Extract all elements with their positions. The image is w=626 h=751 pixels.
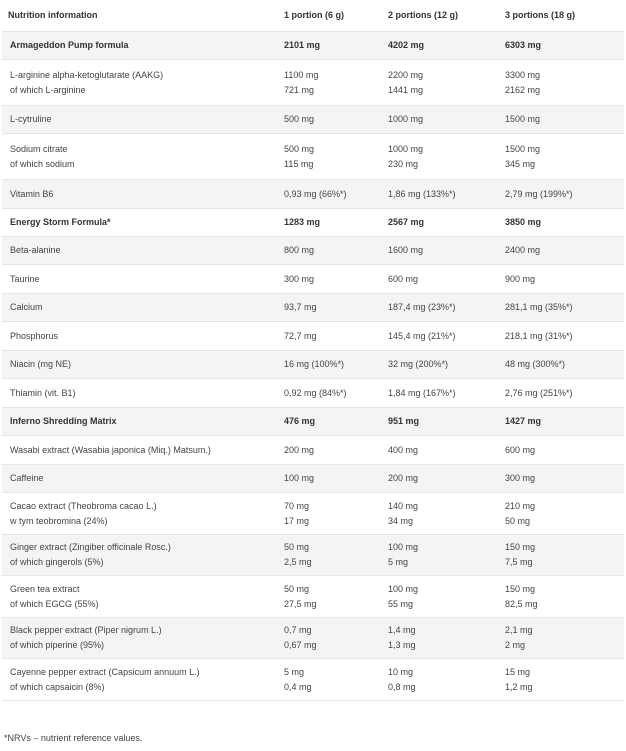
value-2-portions <box>382 265 499 294</box>
value-2-portions <box>382 465 499 493</box>
cell-line: 900 mg <box>505 273 536 284</box>
value-2-portions <box>382 493 499 535</box>
table-row <box>2 322 624 351</box>
cell-line: Inferno Shredding Matrix <box>10 416 117 426</box>
table-row <box>2 351 624 379</box>
value-2-portions <box>382 209 499 237</box>
value-1-portion <box>278 237 382 265</box>
cell-line: Cayenne pepper extract (Capsicum annuum L.) <box>10 666 200 677</box>
cell-subline: 2,5 mg <box>284 557 312 567</box>
cell-subline: 0,8 mg <box>388 681 416 692</box>
value-2-portions <box>382 618 499 659</box>
value-3-portions <box>499 535 624 576</box>
value-1-portion <box>278 436 382 465</box>
value-1-portion <box>278 106 382 134</box>
nutrition-table <box>2 0 624 701</box>
value-2-portions <box>382 60 499 106</box>
cell-subline: 0,4 mg <box>284 681 312 692</box>
value-1-portion <box>278 535 382 576</box>
cell-line: Sodium citrate <box>10 143 68 154</box>
table-row <box>2 32 624 60</box>
table-row <box>2 106 624 134</box>
value-2-portions <box>382 408 499 436</box>
cell-line: 150 mg <box>505 583 536 594</box>
value-3-portions <box>499 576 624 618</box>
ingredient-name <box>2 237 278 265</box>
header-nutrition-information: Nutrition information <box>2 0 278 32</box>
cell-subline: 34 mg <box>388 515 414 526</box>
value-1-portion <box>278 576 382 618</box>
cell-line: Wasabi extract (Wasabia japonica (Miq.) Matsum.) <box>10 444 211 455</box>
cell-line: Niacin (mg NE) <box>10 359 72 369</box>
value-2-portions <box>382 134 499 180</box>
value-1-portion <box>278 134 382 180</box>
value-3-portions <box>499 379 624 408</box>
cell-subline: 115 mg <box>284 158 314 169</box>
cell-line: 1,4 mg <box>388 625 416 635</box>
table-row <box>2 60 624 106</box>
value-1-portion <box>278 60 382 106</box>
cell-subline: of which EGCG (55%) <box>10 598 99 609</box>
value-1-portion <box>278 180 382 209</box>
cell-line: 140 mg <box>388 500 419 511</box>
cell-line: 600 mg <box>505 444 536 455</box>
value-3-portions <box>499 106 624 134</box>
value-2-portions <box>382 106 499 134</box>
cell-line: 3300 mg <box>505 69 541 80</box>
ingredient-name <box>2 351 278 379</box>
ingredient-name <box>2 618 278 659</box>
cell-line: 500 mg <box>284 114 315 124</box>
cell-line: Cacao extract (Theobroma cacao L.) <box>10 500 157 511</box>
cell-subline: 2 mg <box>505 640 526 650</box>
table-row <box>2 408 624 436</box>
value-1-portion <box>278 322 382 351</box>
value-1-portion <box>278 618 382 659</box>
cell-subline: of which capsaicin (8%) <box>10 681 105 692</box>
ingredient-name <box>2 379 278 408</box>
cell-line: L-cytruline <box>10 114 52 124</box>
cell-line: 100 mg <box>388 583 419 594</box>
table-row <box>2 379 624 408</box>
value-3-portions <box>499 180 624 209</box>
value-3-portions <box>499 436 624 465</box>
cell-subline: 0,67 mg <box>284 640 317 650</box>
cell-line: 145,4 mg (21%*) <box>388 330 456 341</box>
cell-subline: 7,5 mg <box>505 557 533 567</box>
cell-subline: of which gingerols (5%) <box>10 557 104 567</box>
value-3-portions <box>499 408 624 436</box>
value-3-portions <box>499 32 624 60</box>
value-1-portion <box>278 209 382 237</box>
table-row <box>2 465 624 493</box>
cell-line: 951 mg <box>388 416 420 426</box>
value-3-portions <box>499 618 624 659</box>
cell-line: Calcium <box>10 302 43 312</box>
cell-line: 50 mg <box>284 583 310 594</box>
cell-line: Thiamin (vit. B1) <box>10 387 76 398</box>
cell-line: Ginger extract (Zingiber officinale Rosc.) <box>10 542 171 552</box>
header-3-portions: 3 portions (18 g) <box>499 0 624 32</box>
value-3-portions <box>499 351 624 379</box>
table-row <box>2 436 624 465</box>
cell-line: 1,86 mg (133%*) <box>388 188 456 199</box>
cell-line: 1000 mg <box>388 143 424 154</box>
cell-line: Taurine <box>10 273 40 284</box>
cell-line: 4202 mg <box>388 40 425 50</box>
cell-line: 32 mg (200%*) <box>388 359 449 369</box>
cell-line: 50 mg <box>284 542 310 552</box>
value-2-portions <box>382 535 499 576</box>
value-1-portion <box>278 379 382 408</box>
cell-line: 1000 mg <box>388 114 424 124</box>
value-2-portions <box>382 237 499 265</box>
cell-subline: 230 mg <box>388 158 419 169</box>
cell-line: 300 mg <box>284 273 315 284</box>
value-1-portion <box>278 408 382 436</box>
value-2-portions <box>382 576 499 618</box>
cell-line: 70 mg <box>284 500 310 511</box>
cell-line: Energy Storm Formula* <box>10 217 111 227</box>
ingredient-name <box>2 465 278 493</box>
cell-subline: 5 mg <box>388 557 409 567</box>
ingredient-name <box>2 294 278 322</box>
value-1-portion <box>278 294 382 322</box>
cell-line: 0,7 mg <box>284 625 312 635</box>
cell-subline: 27,5 mg <box>284 598 317 609</box>
cell-line: 1500 mg <box>505 143 541 154</box>
table-row <box>2 535 624 576</box>
cell-line: 2200 mg <box>388 69 424 80</box>
value-3-portions <box>499 237 624 265</box>
cell-line: 2567 mg <box>388 217 425 227</box>
value-1-portion <box>278 351 382 379</box>
cell-line: 200 mg <box>284 444 315 455</box>
value-3-portions <box>499 465 624 493</box>
value-3-portions <box>499 493 624 535</box>
cell-subline: 2162 mg <box>505 84 541 95</box>
cell-line: 48 mg (300%*) <box>505 359 566 369</box>
cell-line: 600 mg <box>388 273 419 284</box>
ingredient-name <box>2 322 278 351</box>
value-3-portions <box>499 659 624 701</box>
cell-line: 100 mg <box>388 542 419 552</box>
ingredient-name <box>2 436 278 465</box>
cell-line: 16 mg (100%*) <box>284 359 345 369</box>
cell-line: 476 mg <box>284 416 316 426</box>
cell-line: 500 mg <box>284 143 315 154</box>
cell-line: 1283 mg <box>284 217 321 227</box>
ingredient-name <box>2 265 278 294</box>
cell-line: 6303 mg <box>505 40 542 50</box>
cell-line: 5 mg <box>284 666 305 677</box>
ingredient-name <box>2 209 278 237</box>
cell-line: 1100 mg <box>284 69 319 80</box>
table-row <box>2 294 624 322</box>
table-row <box>2 209 624 237</box>
table-row <box>2 576 624 618</box>
table-body <box>2 32 624 701</box>
ingredient-name <box>2 32 278 60</box>
cell-line: 0,93 mg (66%*) <box>284 188 347 199</box>
cell-line: 10 mg <box>388 666 414 677</box>
cell-subline: 345 mg <box>505 158 536 169</box>
cell-line: Phosphorus <box>10 330 59 341</box>
cell-line: Green tea extract <box>10 583 80 594</box>
cell-line: 0,92 mg (84%*) <box>284 387 347 398</box>
cell-line: 400 mg <box>388 444 419 455</box>
cell-subline: 55 mg <box>388 598 414 609</box>
cell-line: Armageddon Pump formula <box>10 40 129 50</box>
table-row <box>2 134 624 180</box>
cell-line: 281,1 mg (35%*) <box>505 302 573 312</box>
cell-line: 100 mg <box>284 473 315 483</box>
cell-line: 15 mg <box>505 666 531 677</box>
table-row <box>2 180 624 209</box>
cell-line: 72,7 mg <box>284 330 317 341</box>
value-3-portions <box>499 60 624 106</box>
ingredient-name <box>2 576 278 618</box>
value-2-portions <box>382 659 499 701</box>
value-1-portion <box>278 465 382 493</box>
cell-subline: 1,2 mg <box>505 681 533 692</box>
value-2-portions <box>382 351 499 379</box>
cell-line: 300 mg <box>505 473 536 483</box>
value-2-portions <box>382 180 499 209</box>
cell-line: 200 mg <box>388 473 419 483</box>
cell-subline: w tym teobromina (24%) <box>10 515 108 526</box>
table-header-row <box>2 0 624 32</box>
cell-subline: 721 mg <box>284 84 315 95</box>
cell-line: 3850 mg <box>505 217 542 227</box>
ingredient-name <box>2 493 278 535</box>
table-row <box>2 237 624 265</box>
header-2-portions: 2 portions (12 g) <box>382 0 499 32</box>
cell-line: 2400 mg <box>505 245 541 255</box>
value-2-portions <box>382 436 499 465</box>
ingredient-name <box>2 134 278 180</box>
ingredient-name <box>2 659 278 701</box>
cell-line: L-arginine alpha-ketoglutarate (AAKG) <box>10 69 164 80</box>
ingredient-name <box>2 106 278 134</box>
cell-line: 150 mg <box>505 542 536 552</box>
value-2-portions <box>382 32 499 60</box>
value-1-portion <box>278 493 382 535</box>
ingredient-name <box>2 535 278 576</box>
cell-subline: of which L-arginine <box>10 84 86 95</box>
value-3-portions <box>499 322 624 351</box>
header-1-portion: 1 portion (6 g) <box>278 0 382 32</box>
cell-line: 2,79 mg (199%*) <box>505 188 573 199</box>
value-1-portion <box>278 265 382 294</box>
cell-subline: 1441 mg <box>388 84 424 95</box>
value-3-portions <box>499 209 624 237</box>
cell-line: Vitamin B6 <box>10 188 54 199</box>
cell-line: 1500 mg <box>505 114 541 124</box>
cell-subline: 82,5 mg <box>505 598 538 609</box>
cell-line: 1600 mg <box>388 245 424 255</box>
cell-line: 800 mg <box>284 245 315 255</box>
table-row <box>2 659 624 701</box>
value-2-portions <box>382 322 499 351</box>
value-3-portions <box>499 265 624 294</box>
ingredient-name <box>2 180 278 209</box>
value-1-portion <box>278 32 382 60</box>
table-row <box>2 493 624 535</box>
cell-subline: of which sodium <box>10 158 75 169</box>
cell-line: Black pepper extract (Piper nigrum L.) <box>10 625 162 635</box>
cell-line: 2,76 mg (251%*) <box>505 387 573 398</box>
cell-line: 210 mg <box>505 500 536 511</box>
cell-subline: 1,3 mg <box>388 640 416 650</box>
cell-line: 187,4 mg (23%*) <box>388 302 456 312</box>
ingredient-name <box>2 408 278 436</box>
cell-line: 1427 mg <box>505 416 542 426</box>
cell-line: Beta-alanine <box>10 245 61 255</box>
cell-line: Caffeine <box>10 473 44 483</box>
table-row <box>2 265 624 294</box>
cell-subline: 50 mg <box>505 515 531 526</box>
footnote: *NRVs – nutrient reference values. <box>4 733 143 743</box>
cell-line: 2101 mg <box>284 40 321 50</box>
cell-line: 93,7 mg <box>284 302 317 312</box>
cell-subline: of which piperine (95%) <box>10 640 105 650</box>
value-3-portions <box>499 294 624 322</box>
ingredient-name <box>2 60 278 106</box>
cell-line: 2,1 mg <box>505 625 533 635</box>
value-1-portion <box>278 659 382 701</box>
value-3-portions <box>499 134 624 180</box>
table-row <box>2 618 624 659</box>
value-2-portions <box>382 294 499 322</box>
value-2-portions <box>382 379 499 408</box>
cell-subline: 17 mg <box>284 515 310 526</box>
cell-line: 1,84 mg (167%*) <box>388 387 456 398</box>
cell-line: 218,1 mg (31%*) <box>505 330 573 341</box>
